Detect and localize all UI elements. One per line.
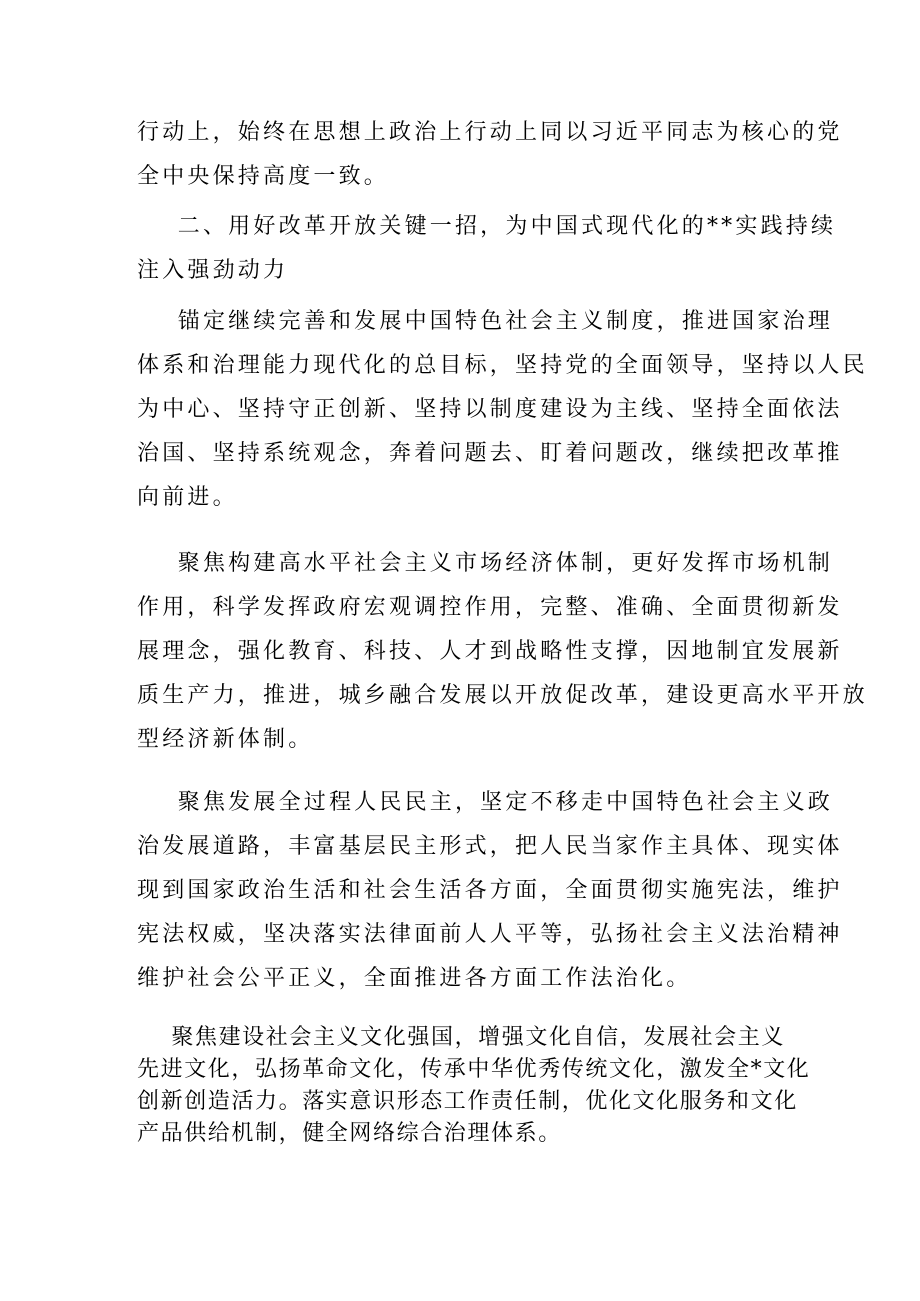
text-line: 治国、坚持系统观念，奔着问题去、盯着问题改，继续把改革推 bbox=[137, 441, 843, 466]
text-line: 聚焦构建高水平社会主义市场经济体制，更好发挥市场机制 bbox=[137, 551, 833, 576]
text-line: 产品供给机制，健全网络综合治理体系。 bbox=[137, 1121, 562, 1146]
text-line: 现到国家政治生活和社会生活各方面，全面贯彻实施宪法，维护 bbox=[137, 878, 843, 903]
text-line: 维护社会公平正义，全面推进各方面工作法治化。 bbox=[137, 966, 692, 991]
text-line: 作用，科学发挥政府宏观调控作用，完整、准确、全面贯彻新发 bbox=[137, 595, 843, 620]
paragraph-continuation bbox=[137, 111, 843, 199]
text-line: 体系和治理能力现代化的总目标，坚持党的全面领导，坚持以人民 bbox=[137, 353, 868, 378]
text-line: 行动上，始终在思想上政治上行动上同以习近平同志为核心的党 bbox=[137, 120, 843, 145]
text-line: 向前进。 bbox=[137, 485, 238, 510]
text-line: 展理念，强化教育、科技、人才到战略性支撑，因地制宜发展新 bbox=[137, 639, 843, 664]
text-line: 为中心、坚持守正创新、坚持以制度建设为主线、坚持全面依法 bbox=[137, 397, 843, 422]
section-heading bbox=[137, 205, 837, 293]
text-line: 先进文化，弘扬革命文化，传承中华优秀传统文化，激发全*文化 bbox=[137, 1057, 811, 1082]
text-line: 创新创造活力。落实意识形态工作责任制，优化文化服务和文化 bbox=[137, 1089, 798, 1114]
text-line: 治发展道路，丰富基层民主形式，把人民当家作主具体、现实体 bbox=[137, 834, 843, 859]
text-line: 聚焦建设社会主义文化强国，增强文化自信，发展社会主义 bbox=[137, 1025, 785, 1050]
heading-line: 注入强劲动力 bbox=[137, 258, 289, 283]
text-line: 全中央保持高度一致。 bbox=[137, 164, 390, 189]
text-line: 聚焦发展全过程人民民主，坚定不移走中国特色社会主义政 bbox=[137, 790, 833, 815]
text-line: 型经济新体制。 bbox=[137, 727, 314, 752]
paragraph-democracy bbox=[137, 781, 843, 1001]
paragraph-culture bbox=[137, 1022, 811, 1150]
text-line: 锚定继续完善和发展中国特色社会主义制度，推进国家治理 bbox=[137, 309, 833, 334]
paragraph-reform-goal bbox=[137, 300, 868, 520]
heading-line: 二、用好改革开放关键一招，为中国式现代化的**实践持续 bbox=[137, 214, 837, 239]
text-line: 宪法权威，坚决落实法律面前人人平等，弘扬社会主义法治精神 bbox=[137, 922, 843, 947]
text-line: 质生产力，推进，城乡融合发展以开放促改革，建设更高水平开放 bbox=[137, 683, 868, 708]
paragraph-market-economy bbox=[137, 542, 868, 762]
